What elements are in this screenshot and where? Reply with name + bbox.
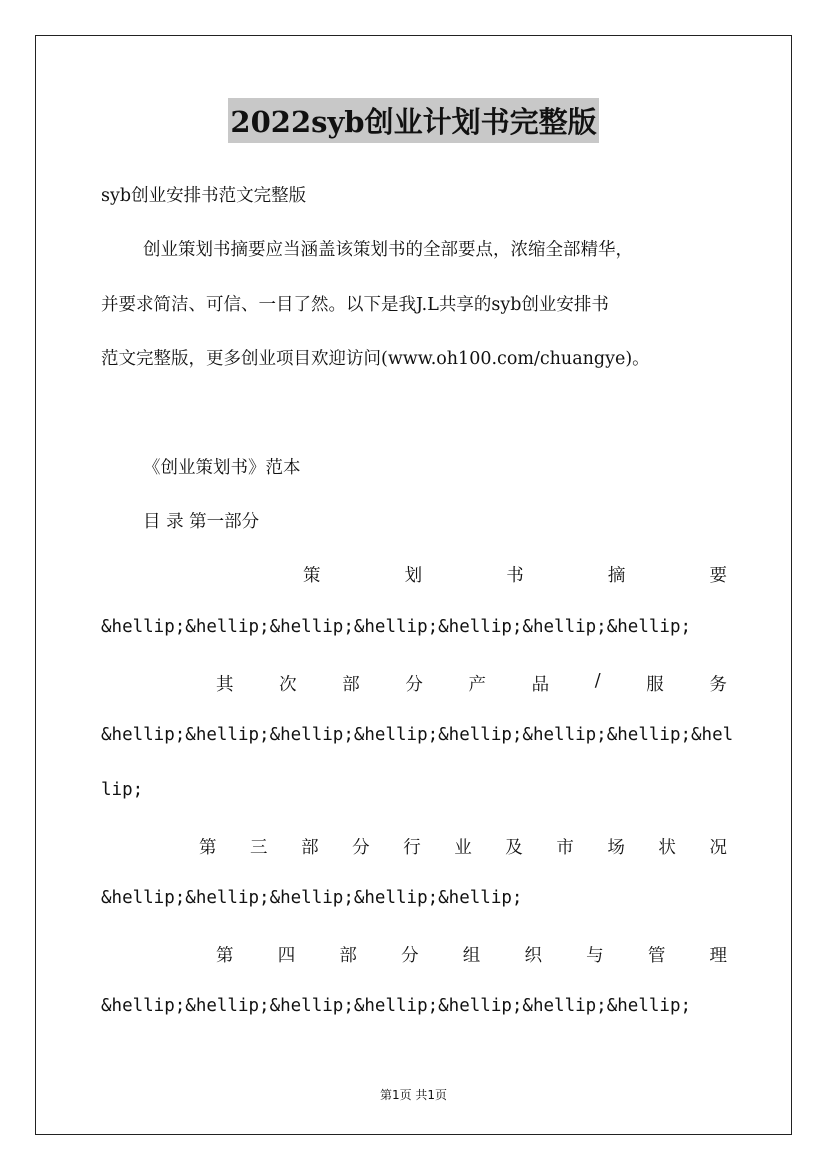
toc-char: 业 bbox=[454, 838, 472, 858]
book-title: 《创业策划书》范本 bbox=[143, 458, 301, 478]
toc-char: 组 bbox=[462, 946, 481, 966]
toc-entry-2-dots-cont: lip; bbox=[101, 780, 144, 800]
toc-char: 部 bbox=[301, 838, 319, 858]
intro-line-2: 并要求简洁、可信、一目了然。以下是我J.L共享的syb创业安排书 bbox=[101, 295, 609, 315]
toc-entry-4 bbox=[216, 942, 727, 967]
toc-char: 市 bbox=[556, 838, 574, 858]
toc-entry-2-dots: &hellip;&hellip;&hellip;&hellip;&hellip;&hellip;&hellip;&hel bbox=[101, 725, 734, 745]
toc-char: 分 bbox=[401, 946, 419, 966]
toc-char: / bbox=[594, 671, 601, 691]
toc-entry-2 bbox=[216, 671, 727, 696]
toc-char: 况 bbox=[709, 838, 727, 858]
toc-char: 产 bbox=[468, 675, 486, 695]
intro-line-1: 创业策划书摘要应当涵盖该策划书的全部要点，浓缩全部精华， bbox=[143, 240, 633, 260]
toc-entry-1 bbox=[303, 562, 727, 587]
toc-char: 部 bbox=[339, 946, 357, 966]
toc-char: 第 bbox=[216, 946, 234, 966]
toc-entry-3-dots: &hellip;&hellip;&hellip;&hellip;&hellip; bbox=[101, 888, 523, 908]
toc-char: 第 bbox=[199, 838, 217, 858]
toc-char: 行 bbox=[403, 838, 421, 858]
toc-char: 管 bbox=[647, 946, 666, 966]
page-footer: 第1页 共1页 bbox=[379, 1088, 448, 1102]
toc-char: 分 bbox=[352, 838, 370, 858]
toc-entry-4-dots: &hellip;&hellip;&hellip;&hellip;&hellip;&hellip;&hellip; bbox=[101, 996, 692, 1016]
toc-char: 务 bbox=[709, 675, 727, 695]
title-wrap bbox=[0, 98, 827, 143]
toc-char: 服 bbox=[646, 675, 664, 695]
toc-char: 品 bbox=[531, 675, 550, 695]
toc-char: 划 bbox=[404, 566, 423, 586]
toc-char: 与 bbox=[586, 946, 604, 966]
toc-entry-3 bbox=[199, 834, 727, 859]
toc-char: 部 bbox=[342, 675, 360, 695]
toc-char: 织 bbox=[524, 946, 542, 966]
toc-char: 状 bbox=[658, 838, 676, 858]
toc-char: 要 bbox=[709, 566, 727, 586]
toc-char: 及 bbox=[505, 838, 523, 858]
toc-char: 理 bbox=[709, 946, 727, 966]
toc-char: 分 bbox=[405, 675, 423, 695]
toc-char: 场 bbox=[607, 838, 625, 858]
document-title: 2022syb创业计划书完整版 bbox=[228, 98, 598, 143]
toc-char: 策 bbox=[303, 566, 321, 586]
toc-entry-1-dots: &hellip;&hellip;&hellip;&hellip;&hellip;&hellip;&hellip; bbox=[101, 617, 692, 637]
toc-char: 四 bbox=[277, 946, 296, 966]
intro-line-3: 范文完整版，更多创业项目欢迎访问(www.oh100.com/chuangye)。 bbox=[101, 349, 650, 369]
toc-char: 摘 bbox=[607, 566, 626, 586]
document-subtitle: syb创业安排书范文完整版 bbox=[101, 186, 307, 206]
toc-char: 三 bbox=[250, 838, 268, 858]
toc-header: 目 录 第一部分 bbox=[143, 512, 260, 532]
toc-char: 书 bbox=[506, 566, 524, 586]
toc-char: 次 bbox=[279, 675, 297, 695]
toc-char: 其 bbox=[216, 675, 234, 695]
